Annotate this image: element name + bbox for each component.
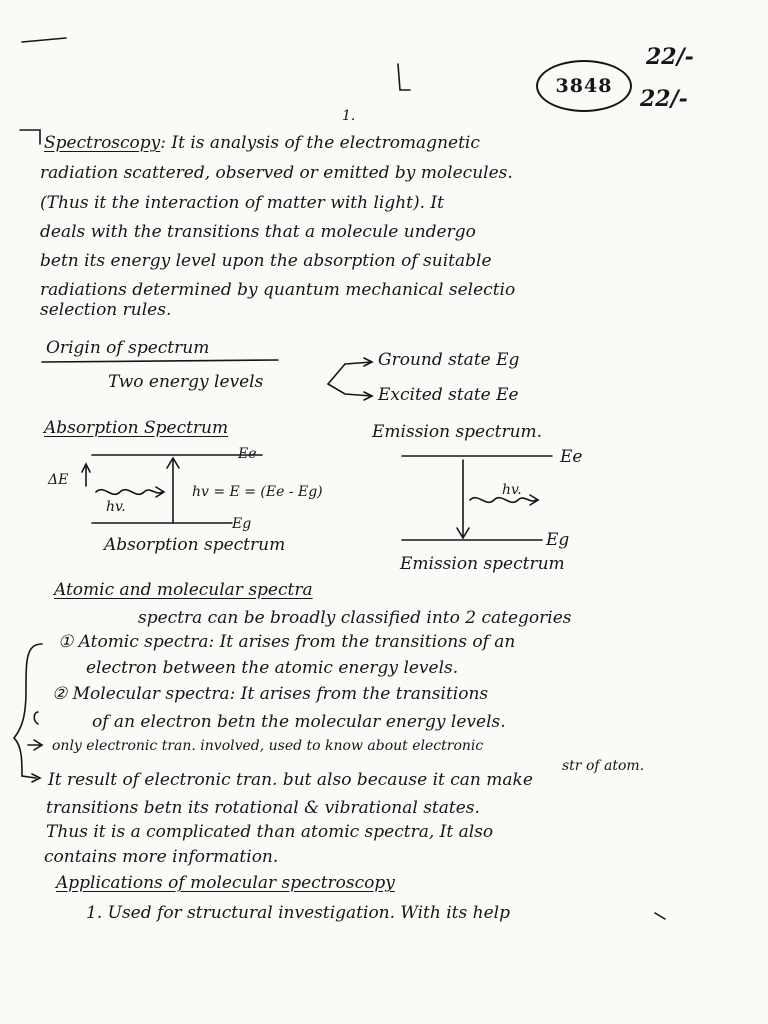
- am-line-10: Thus it is a complicated than atomic spectra, It also: [46, 822, 494, 842]
- price-mark-top: 22/-: [646, 44, 694, 70]
- intro-line-2: radiation scattered, observed or emitted by molecules.: [40, 163, 513, 183]
- spectroscopy-term: Spectroscopy: [44, 133, 161, 153]
- absorption-caption: Absorption spectrum: [104, 535, 286, 555]
- intro-line-1: Spectroscopy: It is analysis of the electromagnetic: [44, 133, 480, 153]
- intro-line-6: radiations determined by quantum mechanical selectio: [40, 280, 516, 300]
- intro-line-5: betn its energy level upon the absorption of suitable: [40, 251, 492, 271]
- emission-ee: Ee: [560, 447, 583, 467]
- emission-hv: hv.: [502, 482, 522, 498]
- absorption-ee: Ee: [238, 446, 257, 462]
- am-line-3: electron between the atomic energy levels.: [86, 658, 459, 678]
- am-line-9: transitions betn its rotational & vibrational states.: [46, 798, 480, 818]
- page-number: 1.: [342, 108, 356, 124]
- am-line-4: ② Molecular spectra: It arises from the transitions: [52, 684, 489, 704]
- applications-heading: Applications of molecular spectroscopy: [56, 873, 395, 893]
- intro-line-7: selection rules.: [40, 300, 172, 320]
- absorption-eg: Eg: [232, 516, 252, 532]
- origin-heading: Origin of spectrum: [46, 338, 210, 358]
- price-mark-bottom: 22/-: [640, 86, 688, 112]
- am-line-6: only electronic tran. involved, used to know about electronic: [52, 738, 484, 754]
- absorption-heading: Absorption Spectrum: [44, 418, 229, 438]
- page-code-circle: 3848: [536, 60, 632, 112]
- am-line-5: of an electron betn the molecular energy levels.: [92, 712, 506, 732]
- emission-caption: Emission spectrum: [400, 554, 565, 574]
- absorption-formula: hv = E = (Ee - Eg): [192, 484, 323, 500]
- delta-e-label: ΔE: [48, 472, 69, 488]
- am-line-7: str of atom.: [562, 758, 645, 774]
- am-line-2: ① Atomic spectra: It arises from the transitions of an: [58, 632, 516, 652]
- two-energy-levels: Two energy levels: [108, 372, 264, 392]
- atomic-molecular-heading: Atomic and molecular spectra: [54, 580, 313, 600]
- intro-line-4: deals with the transitions that a molecule undergo: [40, 222, 476, 242]
- applications-item-1: 1. Used for structural investigation. With its help: [86, 903, 510, 923]
- emission-eg: Eg: [546, 530, 570, 550]
- absorption-hv: hv.: [106, 499, 126, 515]
- ground-state-label: Ground state Eg: [378, 350, 520, 370]
- am-line-8: It result of electronic tran. but also because it can make: [48, 770, 533, 790]
- emission-heading: Emission spectrum.: [372, 422, 543, 442]
- am-line-11: contains more information.: [44, 847, 279, 867]
- excited-state-label: Excited state Ee: [378, 385, 519, 405]
- am-line-1: spectra can be broadly classified into 2 categories: [138, 608, 572, 628]
- intro-line-3: (Thus it the interaction of matter with light). It: [40, 193, 444, 213]
